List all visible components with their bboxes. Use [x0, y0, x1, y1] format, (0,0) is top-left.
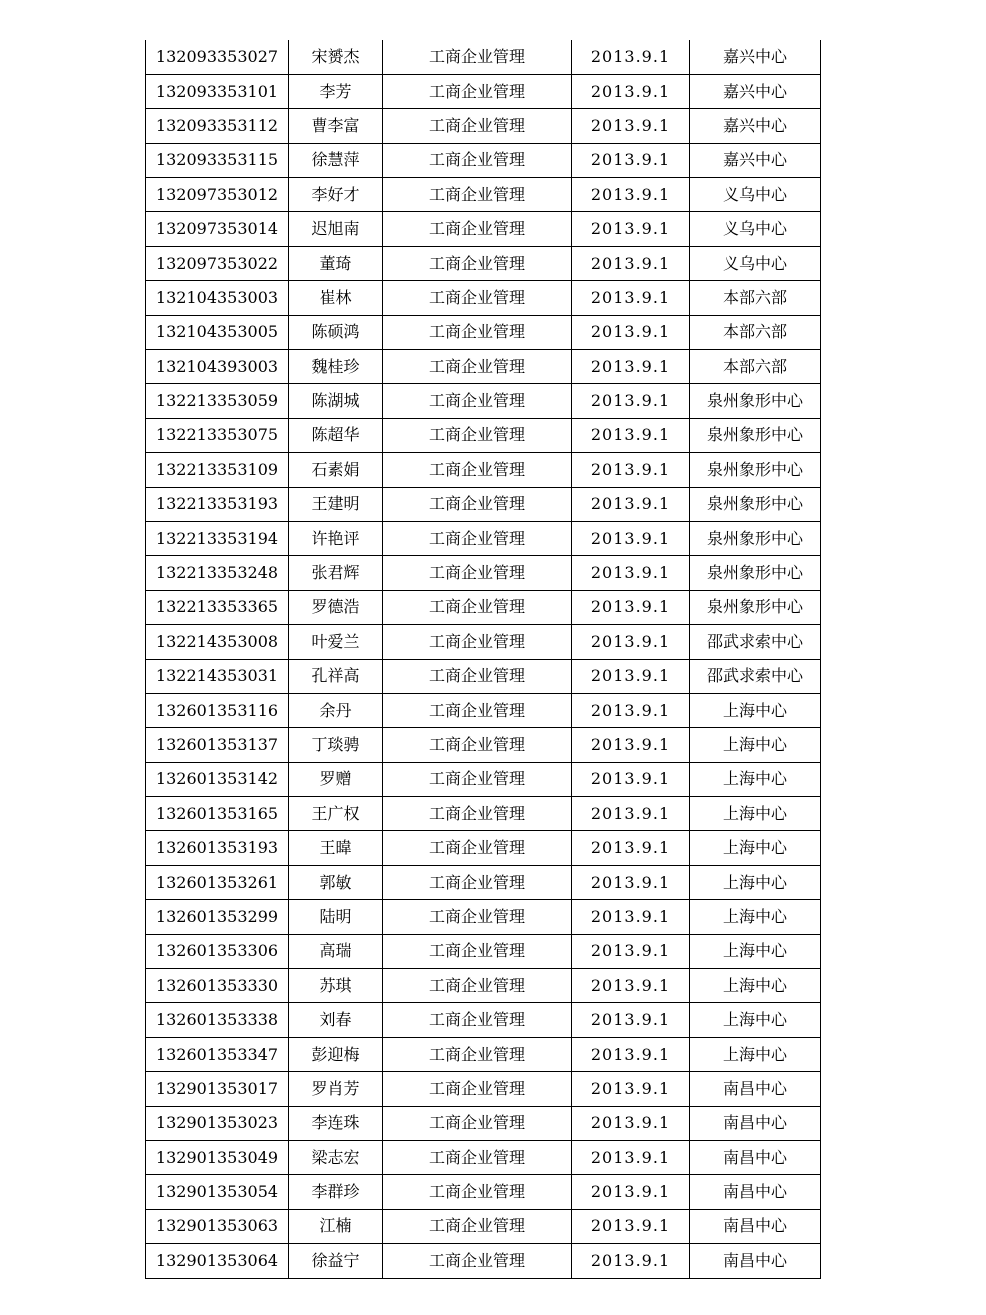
table-row: [146, 212, 821, 246]
student-name-cell: 孔祥高: [289, 659, 383, 693]
enroll-date-cell: 2013.9.1: [572, 1037, 690, 1071]
table-row: [146, 453, 821, 487]
table-row: [146, 246, 821, 280]
enroll-date-cell: 2013.9.1: [572, 900, 690, 934]
table-row: [146, 969, 821, 1003]
student-id-cell: 132901353064: [146, 1244, 289, 1278]
enroll-date-cell: 2013.9.1: [572, 728, 690, 762]
student-id-cell: 132213353075: [146, 418, 289, 452]
major-cell: 工商企业管理: [383, 797, 572, 831]
student-id-cell: 132901353017: [146, 1072, 289, 1106]
table-row: [146, 521, 821, 555]
major-cell: 工商企业管理: [383, 143, 572, 177]
student-id-cell: 132213353059: [146, 384, 289, 418]
enroll-date-cell: 2013.9.1: [572, 212, 690, 246]
study-center-cell: 邵武求索中心: [690, 625, 821, 659]
major-cell: 工商企业管理: [383, 521, 572, 555]
major-cell: 工商企业管理: [383, 831, 572, 865]
student-name-cell: 王广权: [289, 797, 383, 831]
major-cell: 工商企业管理: [383, 556, 572, 590]
student-name-cell: 陈湖城: [289, 384, 383, 418]
student-name-cell: 李连珠: [289, 1106, 383, 1140]
study-center-cell: 上海中心: [690, 969, 821, 1003]
student-id-cell: 132104393003: [146, 350, 289, 384]
student-id-cell: 132601353338: [146, 1003, 289, 1037]
enroll-date-cell: 2013.9.1: [572, 1141, 690, 1175]
student-id-cell: 132601353261: [146, 865, 289, 899]
student-name-cell: 江楠: [289, 1209, 383, 1243]
student-id-cell: 132093353027: [146, 40, 289, 74]
table-row: [146, 556, 821, 590]
study-center-cell: 上海中心: [690, 934, 821, 968]
study-center-cell: 上海中心: [690, 1003, 821, 1037]
study-center-cell: 南昌中心: [690, 1209, 821, 1243]
study-center-cell: 上海中心: [690, 900, 821, 934]
student-name-cell: 徐益宁: [289, 1244, 383, 1278]
table-row: [146, 797, 821, 831]
table-row: [146, 1106, 821, 1140]
student-id-cell: 132901353023: [146, 1106, 289, 1140]
student-name-cell: 刘春: [289, 1003, 383, 1037]
student-id-cell: 132901353063: [146, 1209, 289, 1243]
table-row: [146, 1209, 821, 1243]
student-id-cell: 132093353101: [146, 74, 289, 108]
enroll-date-cell: 2013.9.1: [572, 590, 690, 624]
major-cell: 工商企业管理: [383, 865, 572, 899]
student-name-cell: 丁琰骋: [289, 728, 383, 762]
major-cell: 工商企业管理: [383, 74, 572, 108]
study-center-cell: 上海中心: [690, 797, 821, 831]
student-name-cell: 李芳: [289, 74, 383, 108]
enroll-date-cell: 2013.9.1: [572, 934, 690, 968]
student-name-cell: 罗德浩: [289, 590, 383, 624]
major-cell: 工商企业管理: [383, 934, 572, 968]
student-name-cell: 徐慧萍: [289, 143, 383, 177]
student-name-cell: 许艳评: [289, 521, 383, 555]
student-name-cell: 彭迎梅: [289, 1037, 383, 1071]
table-row: [146, 350, 821, 384]
major-cell: 工商企业管理: [383, 1209, 572, 1243]
table-row: [146, 625, 821, 659]
table-row: [146, 1141, 821, 1175]
study-center-cell: 泉州象形中心: [690, 590, 821, 624]
study-center-cell: 本部六部: [690, 315, 821, 349]
table-row: [146, 900, 821, 934]
study-center-cell: 南昌中心: [690, 1175, 821, 1209]
study-center-cell: 义乌中心: [690, 212, 821, 246]
student-id-cell: 132104353003: [146, 281, 289, 315]
table-row: [146, 1003, 821, 1037]
table-row: [146, 1072, 821, 1106]
table-row: [146, 418, 821, 452]
student-name-cell: 宋赟杰: [289, 40, 383, 74]
student-name-cell: 罗赠: [289, 762, 383, 796]
table-row: [146, 384, 821, 418]
study-center-cell: 上海中心: [690, 1037, 821, 1071]
major-cell: 工商企业管理: [383, 281, 572, 315]
table-row: [146, 728, 821, 762]
table-row: [146, 831, 821, 865]
major-cell: 工商企业管理: [383, 969, 572, 1003]
table-row: [146, 487, 821, 521]
study-center-cell: 泉州象形中心: [690, 418, 821, 452]
major-cell: 工商企业管理: [383, 453, 572, 487]
enroll-date-cell: 2013.9.1: [572, 143, 690, 177]
enroll-date-cell: 2013.9.1: [572, 969, 690, 1003]
student-name-cell: 崔林: [289, 281, 383, 315]
enroll-date-cell: 2013.9.1: [572, 350, 690, 384]
student-name-cell: 高瑞: [289, 934, 383, 968]
major-cell: 工商企业管理: [383, 590, 572, 624]
enroll-date-cell: 2013.9.1: [572, 315, 690, 349]
study-center-cell: 泉州象形中心: [690, 487, 821, 521]
student-name-cell: 王暐: [289, 831, 383, 865]
student-name-cell: 王建明: [289, 487, 383, 521]
student-id-cell: 132601353193: [146, 831, 289, 865]
enroll-date-cell: 2013.9.1: [572, 1106, 690, 1140]
enroll-date-cell: 2013.9.1: [572, 178, 690, 212]
major-cell: 工商企业管理: [383, 1175, 572, 1209]
student-id-cell: 132097353012: [146, 178, 289, 212]
student-name-cell: 李群珍: [289, 1175, 383, 1209]
major-cell: 工商企业管理: [383, 350, 572, 384]
study-center-cell: 嘉兴中心: [690, 74, 821, 108]
enroll-date-cell: 2013.9.1: [572, 109, 690, 143]
student-id-cell: 132213353194: [146, 521, 289, 555]
table-row: [146, 178, 821, 212]
enroll-date-cell: 2013.9.1: [572, 1244, 690, 1278]
table-row: [146, 315, 821, 349]
student-name-cell: 陆明: [289, 900, 383, 934]
enroll-date-cell: 2013.9.1: [572, 384, 690, 418]
table-row: [146, 934, 821, 968]
major-cell: 工商企业管理: [383, 900, 572, 934]
student-name-cell: 董琦: [289, 246, 383, 280]
major-cell: 工商企业管理: [383, 384, 572, 418]
enroll-date-cell: 2013.9.1: [572, 831, 690, 865]
student-id-cell: 132214353031: [146, 659, 289, 693]
major-cell: 工商企业管理: [383, 1037, 572, 1071]
study-center-cell: 邵武求索中心: [690, 659, 821, 693]
enroll-date-cell: 2013.9.1: [572, 521, 690, 555]
student-name-cell: 李好才: [289, 178, 383, 212]
major-cell: 工商企业管理: [383, 659, 572, 693]
enroll-date-cell: 2013.9.1: [572, 74, 690, 108]
study-center-cell: 南昌中心: [690, 1072, 821, 1106]
enroll-date-cell: 2013.9.1: [572, 418, 690, 452]
table-row: [146, 109, 821, 143]
student-id-cell: 132601353165: [146, 797, 289, 831]
enroll-date-cell: 2013.9.1: [572, 281, 690, 315]
table-row: [146, 1244, 821, 1278]
enroll-date-cell: 2013.9.1: [572, 797, 690, 831]
major-cell: 工商企业管理: [383, 762, 572, 796]
study-center-cell: 嘉兴中心: [690, 143, 821, 177]
major-cell: 工商企业管理: [383, 246, 572, 280]
study-center-cell: 泉州象形中心: [690, 384, 821, 418]
student-name-cell: 张君辉: [289, 556, 383, 590]
study-center-cell: 嘉兴中心: [690, 40, 821, 74]
study-center-cell: 上海中心: [690, 865, 821, 899]
student-id-cell: 132601353299: [146, 900, 289, 934]
enroll-date-cell: 2013.9.1: [572, 625, 690, 659]
student-id-cell: 132901353049: [146, 1141, 289, 1175]
student-name-cell: 罗肖芳: [289, 1072, 383, 1106]
student-id-cell: 132601353137: [146, 728, 289, 762]
enroll-date-cell: 2013.9.1: [572, 556, 690, 590]
study-center-cell: 义乌中心: [690, 178, 821, 212]
major-cell: 工商企业管理: [383, 418, 572, 452]
major-cell: 工商企业管理: [383, 1003, 572, 1037]
study-center-cell: 泉州象形中心: [690, 521, 821, 555]
enroll-date-cell: 2013.9.1: [572, 40, 690, 74]
student-name-cell: 魏桂珍: [289, 350, 383, 384]
student-roster-table: [145, 40, 821, 1279]
major-cell: 工商企业管理: [383, 487, 572, 521]
student-id-cell: 132213353365: [146, 590, 289, 624]
study-center-cell: 泉州象形中心: [690, 556, 821, 590]
table-row: [146, 74, 821, 108]
study-center-cell: 上海中心: [690, 831, 821, 865]
student-id-cell: 132601353306: [146, 934, 289, 968]
table-row: [146, 281, 821, 315]
table-row: [146, 40, 821, 74]
major-cell: 工商企业管理: [383, 1244, 572, 1278]
major-cell: 工商企业管理: [383, 1141, 572, 1175]
roster-table-body: [146, 40, 821, 1278]
student-id-cell: 132213353248: [146, 556, 289, 590]
student-id-cell: 132093353115: [146, 143, 289, 177]
student-name-cell: 叶爱兰: [289, 625, 383, 659]
study-center-cell: 本部六部: [690, 281, 821, 315]
study-center-cell: 南昌中心: [690, 1244, 821, 1278]
major-cell: 工商企业管理: [383, 40, 572, 74]
table-row: [146, 1175, 821, 1209]
major-cell: 工商企业管理: [383, 212, 572, 246]
major-cell: 工商企业管理: [383, 625, 572, 659]
major-cell: 工商企业管理: [383, 178, 572, 212]
major-cell: 工商企业管理: [383, 1106, 572, 1140]
student-id-cell: 132601353116: [146, 693, 289, 727]
study-center-cell: 南昌中心: [690, 1106, 821, 1140]
enroll-date-cell: 2013.9.1: [572, 1003, 690, 1037]
student-name-cell: 陈超华: [289, 418, 383, 452]
major-cell: 工商企业管理: [383, 109, 572, 143]
student-id-cell: 132093353112: [146, 109, 289, 143]
student-name-cell: 梁志宏: [289, 1141, 383, 1175]
enroll-date-cell: 2013.9.1: [572, 659, 690, 693]
student-name-cell: 曹李富: [289, 109, 383, 143]
table-row: [146, 865, 821, 899]
enroll-date-cell: 2013.9.1: [572, 1175, 690, 1209]
table-row: [146, 143, 821, 177]
student-id-cell: 132901353054: [146, 1175, 289, 1209]
student-name-cell: 陈硕鸿: [289, 315, 383, 349]
study-center-cell: 本部六部: [690, 350, 821, 384]
table-row: [146, 1037, 821, 1071]
enroll-date-cell: 2013.9.1: [572, 453, 690, 487]
student-id-cell: 132097353014: [146, 212, 289, 246]
table-row: [146, 693, 821, 727]
student-id-cell: 132601353142: [146, 762, 289, 796]
student-id-cell: 132213353193: [146, 487, 289, 521]
study-center-cell: 上海中心: [690, 693, 821, 727]
enroll-date-cell: 2013.9.1: [572, 693, 690, 727]
enroll-date-cell: 2013.9.1: [572, 246, 690, 280]
student-id-cell: 132213353109: [146, 453, 289, 487]
enroll-date-cell: 2013.9.1: [572, 865, 690, 899]
study-center-cell: 上海中心: [690, 728, 821, 762]
student-name-cell: 郭敏: [289, 865, 383, 899]
enroll-date-cell: 2013.9.1: [572, 1209, 690, 1243]
enroll-date-cell: 2013.9.1: [572, 487, 690, 521]
study-center-cell: 上海中心: [690, 762, 821, 796]
student-name-cell: 石素娟: [289, 453, 383, 487]
student-id-cell: 132104353005: [146, 315, 289, 349]
enroll-date-cell: 2013.9.1: [572, 762, 690, 796]
study-center-cell: 泉州象形中心: [690, 453, 821, 487]
study-center-cell: 南昌中心: [690, 1141, 821, 1175]
major-cell: 工商企业管理: [383, 1072, 572, 1106]
enroll-date-cell: 2013.9.1: [572, 1072, 690, 1106]
student-name-cell: 苏琪: [289, 969, 383, 1003]
student-id-cell: 132601353347: [146, 1037, 289, 1071]
study-center-cell: 义乌中心: [690, 246, 821, 280]
major-cell: 工商企业管理: [383, 693, 572, 727]
student-id-cell: 132214353008: [146, 625, 289, 659]
student-name-cell: 余丹: [289, 693, 383, 727]
table-row: [146, 762, 821, 796]
study-center-cell: 嘉兴中心: [690, 109, 821, 143]
student-name-cell: 迟旭南: [289, 212, 383, 246]
major-cell: 工商企业管理: [383, 728, 572, 762]
student-id-cell: 132097353022: [146, 246, 289, 280]
table-row: [146, 590, 821, 624]
student-id-cell: 132601353330: [146, 969, 289, 1003]
table-row: [146, 659, 821, 693]
major-cell: 工商企业管理: [383, 315, 572, 349]
